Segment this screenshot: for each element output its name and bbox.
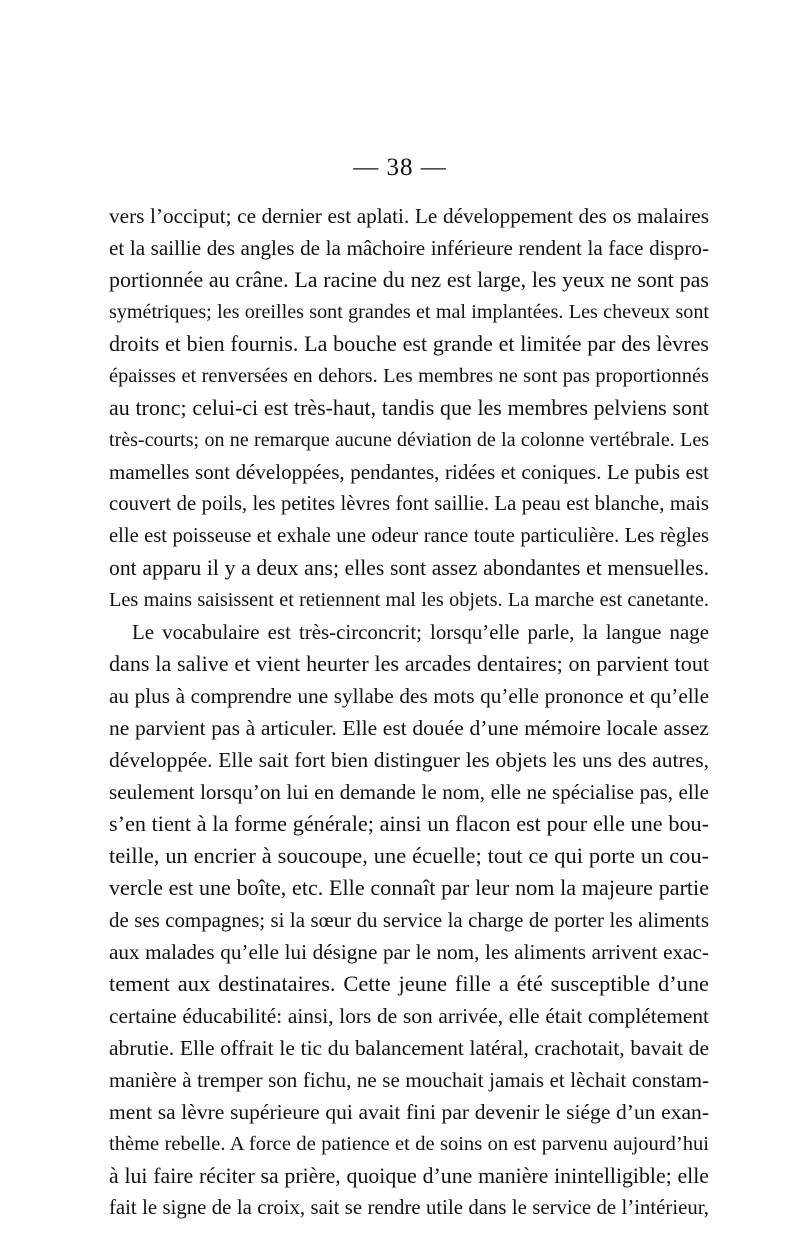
text-line: ne parvient pas à articuler. Elle est douée d’une mémoire locale assez xyxy=(109,716,709,740)
text-line: tement aux destinataires. Cette jeune fille a été susceptible d’une xyxy=(109,971,709,996)
text-line: teille, un encrier à soucoupe, une écuelle; tout ce qui porte un cou- xyxy=(109,843,709,868)
text-line: symétriques; les oreilles sont grandes et mal implantées. Les cheveux sont xyxy=(109,301,709,323)
text-line: ont apparu il y a deux ans; elles sont assez abondantes et mensuelles. xyxy=(109,556,709,580)
text-line: vercle est une boîte, etc. Elle connaît par leur nom la majeure partie xyxy=(109,875,709,900)
text-line: et la saillie des angles de la mâchoire inférieure rendent la face dispro- xyxy=(109,236,709,260)
text-line: elle est poisseuse et exhale une odeur rance toute particulière. Les règles xyxy=(109,525,709,547)
text-line: couvert de poils, les petites lèvres font saillie. La peau est blanche, mais xyxy=(109,493,709,515)
text-line: portionnée au crâne. La racine du nez est large, les yeux ne sont pas xyxy=(109,267,709,292)
text-line: développée. Elle sait fort bien distinguer les objets les uns des autres, xyxy=(109,748,709,772)
paragraph-first-line: Le vocabulaire est très-circoncrit; lorsqu’elle parle, la langue nage xyxy=(132,620,709,644)
text-line: droits et bien fournis. La bouche est grande et limitée par des lèvres xyxy=(109,331,709,356)
text-line: manière à tremper son fichu, ne se mouchait jamais et lèchait constam- xyxy=(109,1068,709,1092)
text-line: abrutie. Elle offrait le tic du balancement latéral, crachotait, bavait de xyxy=(109,1036,709,1060)
text-line: mamelles sont développées, pendantes, ridées et coniques. Le pubis est xyxy=(109,460,709,484)
page-number: — 38 — xyxy=(353,154,447,181)
text-line: au plus à comprendre une syllabe des mots qu’elle prononce et qu’elle xyxy=(109,684,709,708)
text-line: s’en tient à la forme générale; ainsi un flacon est pour elle une bou- xyxy=(109,811,709,836)
text-line: vers l’occiput; ce dernier est aplati. Le développement des os malaires xyxy=(109,204,709,228)
text-line: à lui faire réciter sa prière, quoique d’une manière inintelligible; elle xyxy=(109,1164,709,1188)
body-text xyxy=(109,200,709,1224)
text-line: fait le signe de la croix, sait se rendre utile dans le service de l’intérieur, xyxy=(109,1196,709,1219)
text-line: thème rebelle. A force de patience et de soins on est parvenu aujourd’hui xyxy=(109,1133,709,1155)
text-line: au tronc; celui-ci est très-haut, tandis que les membres pelviens sont xyxy=(109,395,709,420)
text-line: épaisses et renversées en dehors. Les membres ne sont pas proportionnés xyxy=(109,365,709,387)
text-line: Les mains saisissent et retiennent mal les objets. La marche est canetante. xyxy=(109,589,709,611)
text-line: de ses compagnes; si la sœur du service la charge de porter les aliments xyxy=(109,908,709,932)
text-line: certaine éducabilité: ainsi, lors de son arrivée, elle était complétement xyxy=(109,1004,709,1028)
text-line: très-courts; on ne remarque aucune déviation de la colonne vertébrale. Les xyxy=(109,429,709,451)
text-line: dans la salive et vient heurter les arcades dentaires; on parvient tout xyxy=(109,651,709,676)
text-line: ment sa lèvre supérieure qui avait fini par devenir le siége d’un exan- xyxy=(109,1100,709,1124)
text-line: aux malades qu’elle lui désigne par le nom, les aliments arrivent exac- xyxy=(109,940,709,964)
text-line: seulement lorsqu’on lui en demande le nom, elle ne spécialise pas, elle xyxy=(109,780,709,804)
